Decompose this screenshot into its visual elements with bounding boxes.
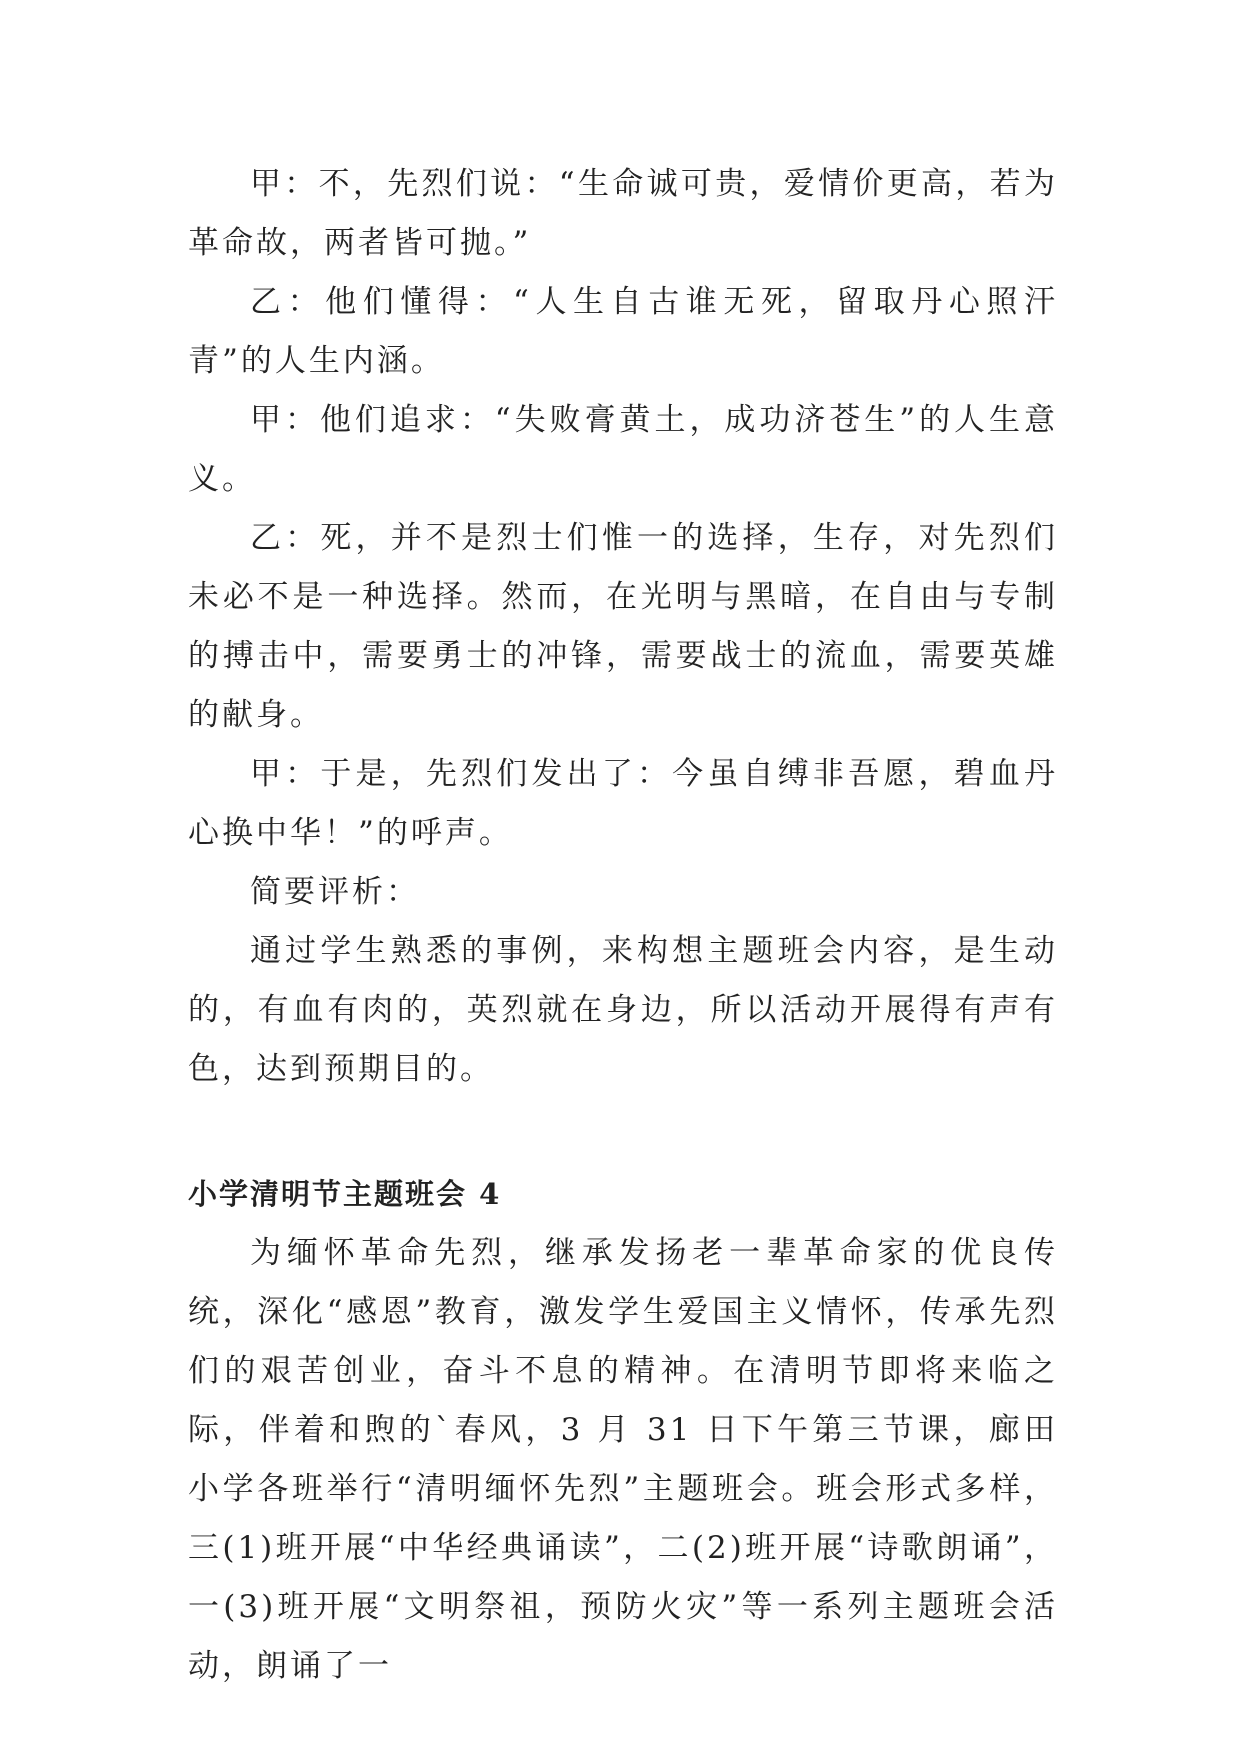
analysis-paragraph: 通过学生熟悉的事例，来构想主题班会内容，是生动的，有血有肉的，英烈就在身边，所以活动开展得有声有色，达到预期目的。 — [188, 933, 1058, 1087]
section-spacer — [188, 1099, 1058, 1165]
section-title: 小学清明节主题班会 4 — [188, 1177, 502, 1211]
analysis-label: 简要评析： — [250, 874, 420, 910]
dialogue-paragraph-3: 甲：他们追求：“失败膏黄土，成功济苍生”的人生意义。 — [188, 402, 1058, 497]
document-content — [188, 155, 1058, 1696]
dialogue-paragraph-4: 乙：死，并不是烈士们惟一的选择，生存，对先烈们未必不是一种选择。然而，在光明与黑暗，在自由与专制的搏击中，需要勇士的冲锋，需要战士的流血，需要英雄的献身。 — [188, 520, 1058, 733]
dialogue-paragraph-5: 甲：于是，先烈们发出了：今虽自缚非吾愿，碧血丹心换中华！”的呼声。 — [188, 756, 1058, 851]
section-body-paragraph: 为缅怀革命先烈，继承发扬老一辈革命家的优良传统，深化“感恩”教育，激发学生爱国主义情怀，传承先烈们的艰苦创业，奋斗不息的精神。在清明节即将来临之际，伴着和煦的`春风，3 月 31 日下午第三节课，廊田小学各班举行“清明缅怀先烈”主题班会。班会形式多样，三(1)班开展“中华经典诵读”，二(2)班开展“诗歌朗诵”，一(3)班开展“文明祭祖，预防火灾”等一系列主题班会活动，朗诵了一 — [188, 1235, 1058, 1684]
dialogue-paragraph-1: 甲：不，先烈们说：“生命诚可贵，爱情价更高，若为革命故，两者皆可抛。” — [188, 166, 1058, 261]
dialogue-paragraph-2: 乙：他们懂得：“人生自古谁无死，留取丹心照汗青”的人生内涵。 — [188, 284, 1058, 379]
